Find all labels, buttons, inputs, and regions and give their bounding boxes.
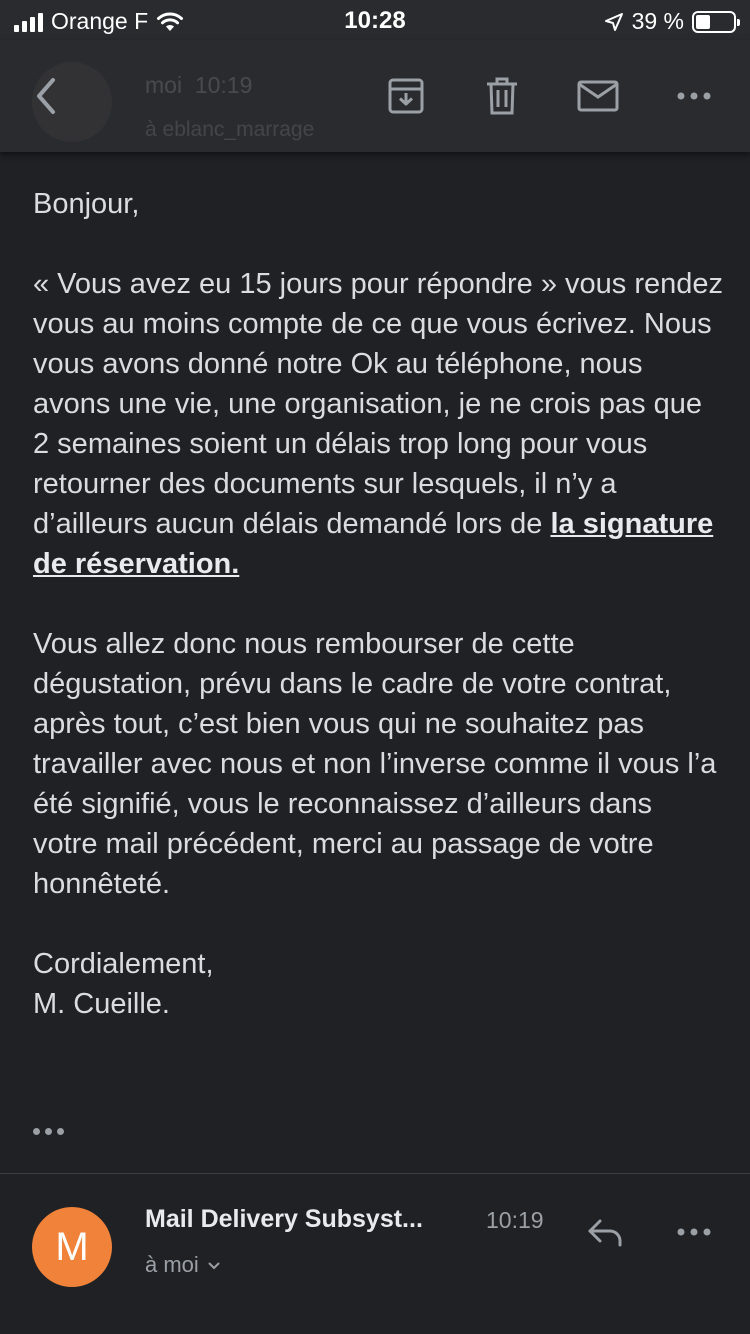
reply-icon xyxy=(586,1217,626,1247)
carrier-name: Orange F xyxy=(51,8,149,34)
message-toolbar xyxy=(0,40,750,152)
clock: 10:28 xyxy=(344,7,406,34)
paragraph-1: « Vous avez eu 15 jours pour répondre » vous rendez vous au moins compte de ce que vous écrivez. Nous vous avons donné notre Ok au téléphone, nous avons une vie, une organisation, je ne crois pas que 2 semaines soient un délais trop long pour vous retourner des documents sur lesquels, il n’y a d’ailleurs aucun délais demandé lors de la signature de réservation. xyxy=(33,268,724,580)
closing: Cordialement, xyxy=(33,948,214,980)
mark-unread-button[interactable] xyxy=(574,72,622,120)
divider xyxy=(0,1173,750,1174)
reservation-link[interactable]: la signature de réservation. xyxy=(33,508,714,580)
chevron-down-icon xyxy=(207,1261,221,1270)
recipient-text: à moi xyxy=(145,1252,199,1277)
reply-button[interactable] xyxy=(582,1208,630,1256)
next-sender: Mail Delivery Subsyst... xyxy=(145,1205,423,1233)
more-icon xyxy=(676,91,712,101)
message-more-button[interactable] xyxy=(670,1208,718,1256)
header-sender: moi 10:19 xyxy=(145,72,253,98)
sender-avatar-next: M xyxy=(32,1207,112,1287)
next-time: 10:19 xyxy=(486,1207,544,1233)
back-icon xyxy=(31,76,61,116)
show-trimmed-content-button[interactable] xyxy=(33,1128,64,1135)
paragraph-2: Vous allez donc nous rembourser de cette dégustation, prévu dans le cadre de votre contrat, après tout, c’est bien vous qui ne souhaitez pas travailler avec nous et non l’inverse comme il vous l’a été signifié, vous le reconnaissez d’ailleurs dans votre mail précédent, merci au passage de votre honnêteté. xyxy=(33,628,717,900)
email-body xyxy=(33,184,723,1024)
mark-unread-icon xyxy=(577,80,619,112)
delete-icon xyxy=(485,76,519,116)
signature: M. Cueille. xyxy=(33,988,170,1020)
back-button[interactable] xyxy=(22,72,70,120)
delete-button[interactable] xyxy=(478,72,526,120)
more-options-button[interactable] xyxy=(670,72,718,120)
battery-level xyxy=(696,15,710,29)
battery-icon xyxy=(692,11,736,33)
greeting: Bonjour, xyxy=(33,188,140,220)
more-icon xyxy=(676,1227,712,1237)
recipient-toggle[interactable] xyxy=(145,1252,221,1278)
header-recipient: à eblanc_marrage xyxy=(145,118,315,141)
archive-icon xyxy=(387,77,425,115)
status-bar xyxy=(0,0,750,40)
archive-button[interactable] xyxy=(382,72,430,120)
location-icon xyxy=(604,12,624,32)
battery-percent: 39 % xyxy=(631,8,684,34)
